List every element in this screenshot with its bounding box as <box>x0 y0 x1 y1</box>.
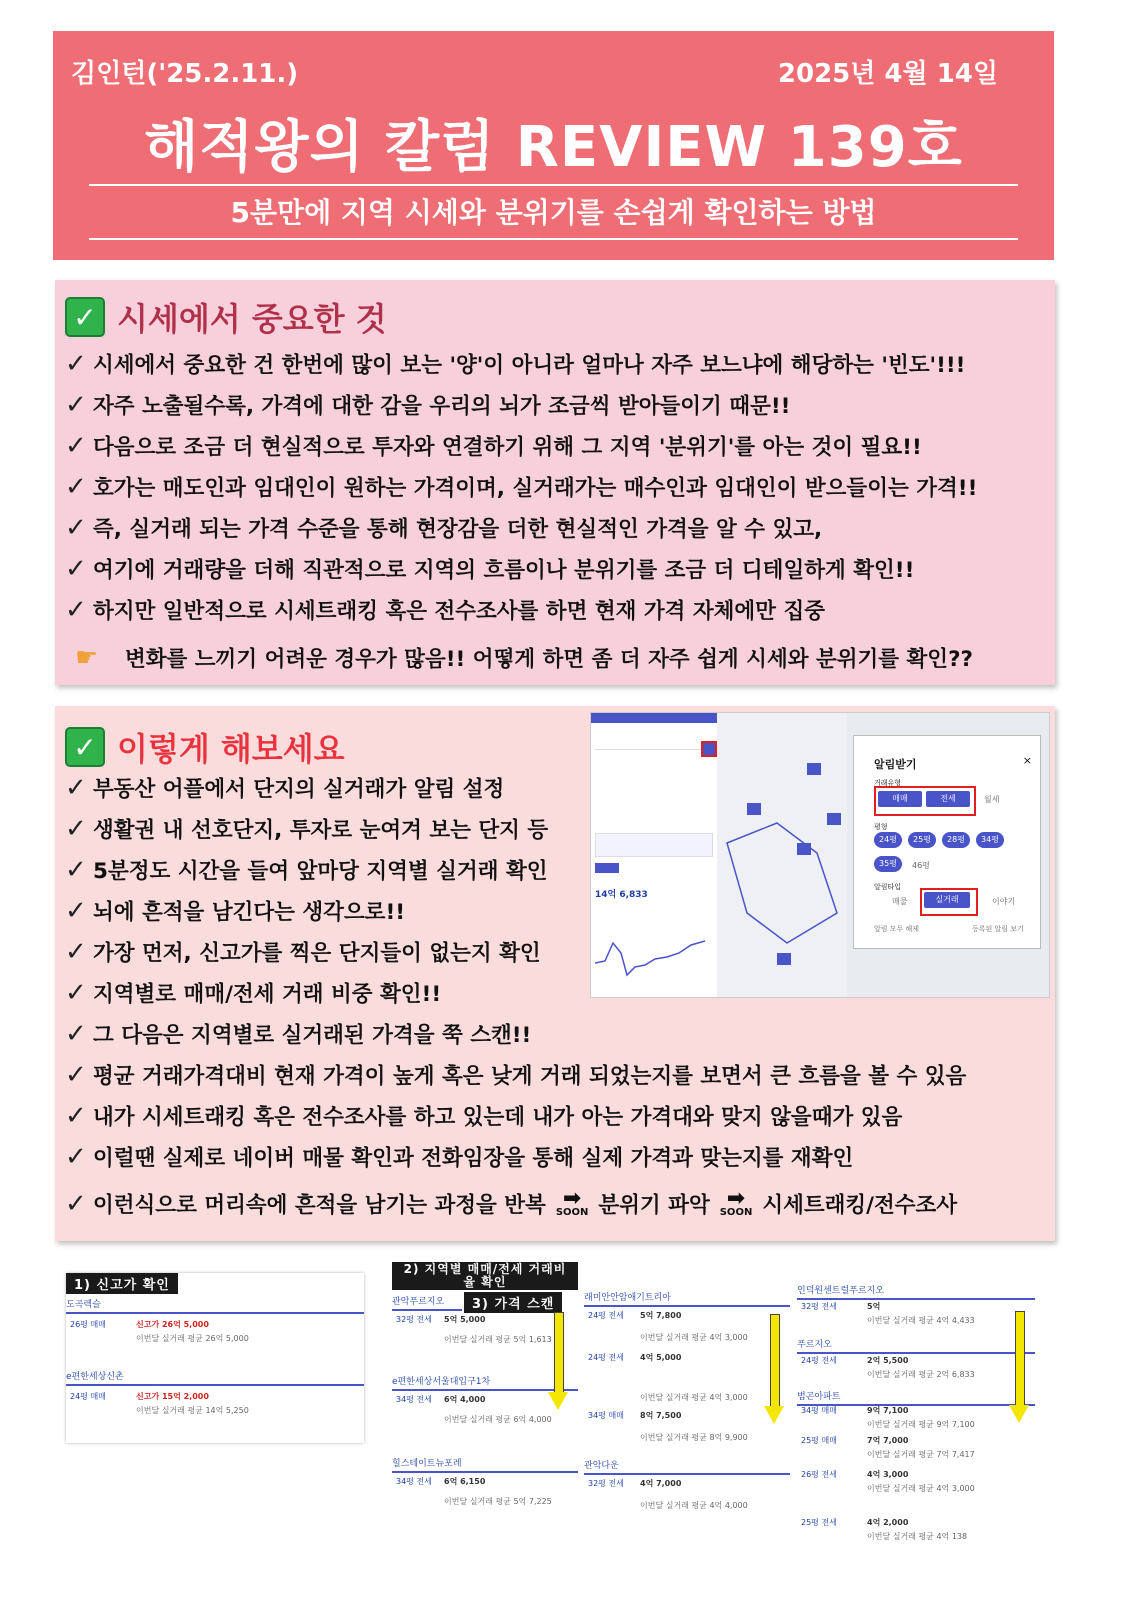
section-how-to <box>55 706 1055 1241</box>
soon-label: SOON <box>555 1206 589 1218</box>
date: 2025년 4월 14일 <box>777 59 998 89</box>
price-scan-panel-2 <box>797 1283 1035 1551</box>
step-tag: 2) 지역별 매매/전세 거래비율 확인 <box>392 1262 578 1290</box>
size-option[interactable]: 28평 <box>942 832 970 848</box>
step-tag: 3) 가격 스캔 <box>464 1292 562 1313</box>
checkmark-icon: ✓ <box>65 895 87 926</box>
row-average: 이번달 실거래 평균 4억 3,000 <box>640 1333 748 1342</box>
bullet-text: 시세트래킹/전수조사 <box>762 1193 958 1218</box>
row-average: 이번달 실거래 평균 26억 5,000 <box>136 1334 249 1343</box>
alert-panel-title: 알림받기 <box>874 758 917 771</box>
bullet <box>65 1141 853 1172</box>
size-option[interactable]: 35평 <box>874 856 902 872</box>
checkmark-icon: ✓ <box>65 936 87 967</box>
bullet-text: 가장 먼저, 신고가를 찍은 단지들이 없는지 확인 <box>93 941 541 966</box>
checkmark-icon: ✓ <box>65 389 87 420</box>
checkmark-icon: ✓ <box>65 1141 87 1172</box>
monthly-option[interactable]: 월세 <box>984 795 1000 804</box>
soon-label: SOON <box>719 1206 753 1218</box>
complex-name: e편한세상신촌 <box>66 1369 364 1386</box>
close-icon[interactable]: × <box>1022 754 1032 767</box>
bullet-text: 그 다음은 지역별로 실거래된 가격을 쭉 스캔!! <box>93 1023 532 1048</box>
row-label: 25평 전세 <box>801 1518 837 1527</box>
complex-name: 인덕원센트럴푸르지오 <box>797 1283 1035 1300</box>
bullet <box>65 471 977 502</box>
row-average: 이번달 실거래 평균 7억 7,417 <box>867 1450 975 1459</box>
complex-name: 관악푸르지오 <box>392 1294 462 1311</box>
row-label: 32평 전세 <box>396 1315 432 1324</box>
price-line-chart <box>595 923 711 983</box>
size-option[interactable]: 46평 <box>912 861 930 870</box>
new-high-panel <box>66 1273 364 1443</box>
step-tag: 1) 신고가 확인 <box>66 1273 178 1294</box>
row-average: 이번달 실거래 평균 4억 3,000 <box>640 1393 748 1402</box>
turn-off-all-link[interactable]: 알림 모두 해제 <box>874 925 920 933</box>
alert-listing-option[interactable]: 매물 <box>892 897 908 906</box>
sale-option[interactable]: 매매 <box>878 791 922 807</box>
bullet <box>65 936 541 967</box>
down-arrow-icon <box>1009 1405 1029 1423</box>
row-value: 4억 2,000 <box>867 1518 909 1527</box>
right-arrow-icon: ➡ <box>726 1185 746 1211</box>
down-arrow-icon <box>764 1406 784 1424</box>
scan-arrow <box>554 1312 564 1394</box>
table-row <box>584 1478 790 1518</box>
app-phone-view <box>591 713 718 997</box>
table-row <box>797 1301 1035 1331</box>
app-price: 14억 6,833 <box>595 890 648 900</box>
checkmark-icon: ✓ <box>65 348 87 379</box>
table-row <box>392 1476 578 1510</box>
checkmark-icon: ✓ <box>65 1188 87 1219</box>
alert-type-label: 알림타입 <box>874 883 902 891</box>
complex-name: 도곡렉슬 <box>66 1297 364 1314</box>
bullet-text: 다음으로 조금 더 현실적으로 투자와 연결하기 위해 그 지역 '분위기'를 아는 것이 필요!! <box>93 435 922 460</box>
row-label: 24평 전세 <box>801 1356 837 1365</box>
bullet <box>65 1059 966 1090</box>
bell-icon <box>701 741 717 757</box>
checkmark-icon: ✓ <box>65 1018 87 1049</box>
row-value: 4억 5,000 <box>640 1353 682 1362</box>
bullet <box>65 1018 531 1049</box>
alert-real-option[interactable]: 실거래 <box>924 892 970 908</box>
registered-alerts-link[interactable]: 등록된 알림 보기 <box>972 925 1024 933</box>
row-average: 이번달 실거래 평균 5억 7,225 <box>444 1497 552 1506</box>
divider <box>89 184 1018 186</box>
pointing-hand-icon: ☛ <box>75 642 99 673</box>
divider <box>89 238 1018 240</box>
complex-name: e편한세상서울대입구1차 <box>392 1374 578 1391</box>
page-subtitle: 5분만에 지역 시세와 분위기를 손쉽게 확인하는 방법 <box>230 196 877 229</box>
bullet <box>65 977 441 1008</box>
bullet-text: 생활권 내 선호단지, 투자로 눈여겨 보는 단지 등 <box>93 818 549 843</box>
checkmark-icon: ✓ <box>65 854 87 885</box>
checkmark-icon: ✓ <box>65 977 87 1008</box>
section-title-text: 시세에서 중요한 것 <box>117 300 387 338</box>
row-label: 25평 매매 <box>801 1436 837 1445</box>
bullet-text: 즉, 실거래 되는 가격 수준을 통해 현장감을 더한 현실적인 가격을 알 수 있고, <box>93 517 823 542</box>
bullet-text: 분위기 파악 <box>598 1193 710 1218</box>
row-value: 9억 7,100 <box>867 1406 909 1415</box>
bullet-text: 내가 시세트래킹 혹은 전수조사를 하고 있는데 내가 아는 가격대와 맞지 않을때가 있음 <box>93 1105 903 1130</box>
row-label: 26평 매매 <box>70 1320 106 1329</box>
row-label: 32평 전세 <box>588 1479 624 1488</box>
type-label: 거래유형 <box>874 779 902 787</box>
jeonse-option[interactable]: 전세 <box>926 791 970 807</box>
checkmark-icon: ✓ <box>65 813 87 844</box>
table-row <box>584 1410 790 1450</box>
app-title-bar <box>591 713 717 723</box>
header-banner <box>53 31 1054 260</box>
row-average: 이번달 실거래 평균 4억 4,000 <box>640 1501 748 1510</box>
bullet-text: 이럴땐 실제로 네이버 매물 확인과 전화임장을 통해 실제 가격과 맞는지를 재확인 <box>93 1146 854 1171</box>
row-value: 5억 7,800 <box>640 1311 682 1320</box>
row-value: 4억 3,000 <box>867 1470 909 1479</box>
map-drawing <box>717 713 847 997</box>
scan-arrow <box>770 1314 780 1408</box>
size-label: 평형 <box>874 823 888 831</box>
table-row <box>584 1352 790 1402</box>
author: 김인턴('25.2.11.) <box>71 59 299 89</box>
right-arrow-icon: ➡ <box>562 1185 582 1211</box>
bullet <box>65 512 822 543</box>
down-arrow-icon <box>548 1392 568 1410</box>
row-label: 24평 전세 <box>588 1353 624 1362</box>
checkmark-icon: ✓ <box>65 772 87 803</box>
section-title <box>65 724 345 770</box>
row-value: 2억 5,500 <box>867 1356 909 1365</box>
checkmark-icon: ✓ <box>65 471 87 502</box>
row-value: 5억 5,000 <box>444 1315 486 1324</box>
row-average: 이번달 실거래 평균 8억 9,900 <box>640 1433 748 1442</box>
bullet-text: 여기에 거래량을 더해 직관적으로 지역의 흐름이나 분위기를 조금 더 디테일하게 확인!! <box>93 558 915 583</box>
ratio-panel <box>392 1262 578 1517</box>
bullet-flow <box>65 1185 958 1219</box>
row-value: 7억 7,000 <box>867 1436 909 1445</box>
pointer-text: 변화를 느끼기 어려운 경우가 많음!! 어떻게 하면 좀 더 자주 쉽게 시세와 분위기를 확인?? <box>125 647 974 672</box>
bullet <box>65 813 548 844</box>
row-average: 이번달 실거래 평균 4억 3,000 <box>867 1484 975 1493</box>
bullet <box>65 594 825 625</box>
bullet-text: 부동산 어플에서 단지의 실거래가 알림 설정 <box>93 777 505 802</box>
row-label: 34평 매매 <box>588 1411 624 1420</box>
row-label: 24평 매매 <box>70 1392 106 1401</box>
row-average: 이번달 실거래 평균 4억 138 <box>867 1532 968 1541</box>
bullet <box>65 854 547 885</box>
row-label: 26평 전세 <box>801 1470 837 1479</box>
complex-name: 범곤아파트 <box>797 1389 1035 1406</box>
bullet <box>65 772 504 803</box>
table-row <box>797 1405 1035 1435</box>
checkmark-icon: ✓ <box>65 553 87 584</box>
table-row <box>797 1517 1035 1547</box>
bullet-text: 자주 노출될수록, 가격에 대한 감을 우리의 뇌가 조금씩 받아들이기 때문!! <box>93 394 791 419</box>
scan-arrow <box>1015 1311 1025 1407</box>
section-title <box>65 294 387 340</box>
agent-banner <box>595 833 713 857</box>
bullet-text: 이런식으로 머리속에 흔적을 남기는 과정을 반복 <box>93 1193 546 1218</box>
table-row <box>797 1469 1035 1499</box>
bullet <box>65 348 966 379</box>
row-average: 이번달 실거래 평균 9억 7,100 <box>867 1420 975 1429</box>
row-value: 6억 4,000 <box>444 1395 486 1404</box>
checkmark-icon: ✓ <box>65 1059 87 1090</box>
row-value: 5억 <box>867 1302 881 1311</box>
section-important <box>55 280 1055 685</box>
bullet <box>65 895 405 926</box>
table-row <box>392 1314 578 1348</box>
row-average: 이번달 실거래 평균 4억 4,433 <box>867 1316 975 1325</box>
row-average: 이번달 실거래 평균 6억 4,000 <box>444 1415 552 1424</box>
row-value: 신고가 15억 2,000 <box>136 1392 209 1401</box>
bullet-text: 5분정도 시간을 들여 앞마당 지역별 실거래 확인 <box>93 859 548 884</box>
checkmark-icon: ✓ <box>65 1100 87 1131</box>
size-option[interactable]: 24평 <box>874 832 902 848</box>
row-average: 이번달 실거래 평균 5억 1,613 <box>444 1335 552 1344</box>
bullet-text: 하지만 일반적으로 시세트래킹 혹은 전수조사를 하면 현재 가격 자체에만 집중 <box>93 599 825 624</box>
row-value: 신고가 26억 5,000 <box>136 1320 209 1329</box>
sale-chip <box>595 863 619 873</box>
app-map-view <box>717 713 847 997</box>
complex-name: 관악다운 <box>584 1458 790 1475</box>
size-option[interactable]: 34평 <box>976 832 1004 848</box>
table-row <box>66 1319 364 1349</box>
row-label: 32평 전세 <box>801 1302 837 1311</box>
bullet <box>65 1100 902 1131</box>
table-row <box>797 1435 1035 1465</box>
pointer-line <box>65 642 973 673</box>
row-label: 34평 전세 <box>396 1395 432 1404</box>
app-tabs <box>595 729 713 750</box>
bullet <box>65 553 914 584</box>
bullet-text: 뇌에 흔적을 남긴다는 생각으로!! <box>93 900 406 925</box>
complex-name: 푸르지오 <box>797 1337 1035 1354</box>
row-value: 8억 7,500 <box>640 1411 682 1420</box>
soon-arrow <box>555 1185 589 1218</box>
row-average: 이번달 실거래 평균 14억 5,250 <box>136 1406 249 1415</box>
bullet-text: 지역별로 매매/전세 거래 비중 확인!! <box>93 982 442 1007</box>
bullet-text: 시세에서 중요한 건 한번에 많이 보는 '양'이 아니라 얼마나 자주 보느냐에 해당하는 '빈도'!!! <box>93 353 966 378</box>
row-value: 4억 7,000 <box>640 1479 682 1488</box>
row-label: 34평 전세 <box>396 1477 432 1486</box>
check-mark-icon: ✓ <box>65 727 105 767</box>
table-row <box>66 1391 364 1421</box>
complex-name: 래미안안암애기트리아 <box>584 1290 790 1307</box>
alert-story-option[interactable]: 이야기 <box>992 897 1016 906</box>
checkmark-icon: ✓ <box>65 512 87 543</box>
row-label: 34평 매매 <box>801 1406 837 1415</box>
table-row <box>797 1355 1035 1385</box>
app-screenshot <box>590 712 1050 998</box>
checkmark-icon: ✓ <box>65 430 87 461</box>
row-value: 6억 6,150 <box>444 1477 486 1486</box>
complex-name: 힐스테이트뉴포레 <box>392 1456 578 1473</box>
bullet-text: 호가는 매도인과 임대인이 원하는 가격이며, 실거래가는 매수인과 임대인이 받으들이는 가격!! <box>93 476 978 501</box>
check-mark-icon: ✓ <box>65 297 105 337</box>
size-option[interactable]: 25평 <box>908 832 936 848</box>
checkmark-icon: ✓ <box>65 594 87 625</box>
bullet <box>65 389 790 420</box>
table-row <box>584 1310 790 1350</box>
bullet <box>65 430 922 461</box>
soon-arrow <box>719 1185 753 1218</box>
price-scan-panel <box>584 1290 790 1518</box>
alert-settings-panel <box>853 735 1041 949</box>
row-label: 24평 전세 <box>588 1311 624 1320</box>
page-title: 해적왕의 칼럼 REVIEW 139호 <box>144 115 963 180</box>
row-average: 이번달 실거래 평균 2억 6,833 <box>867 1370 975 1379</box>
section-title-text: 이렇게 해보세요 <box>117 730 345 768</box>
bullet-text: 평균 거래가격대비 현재 가격이 높게 혹은 낮게 거래 되었는지를 보면서 큰 흐름을 볼 수 있음 <box>93 1064 967 1089</box>
